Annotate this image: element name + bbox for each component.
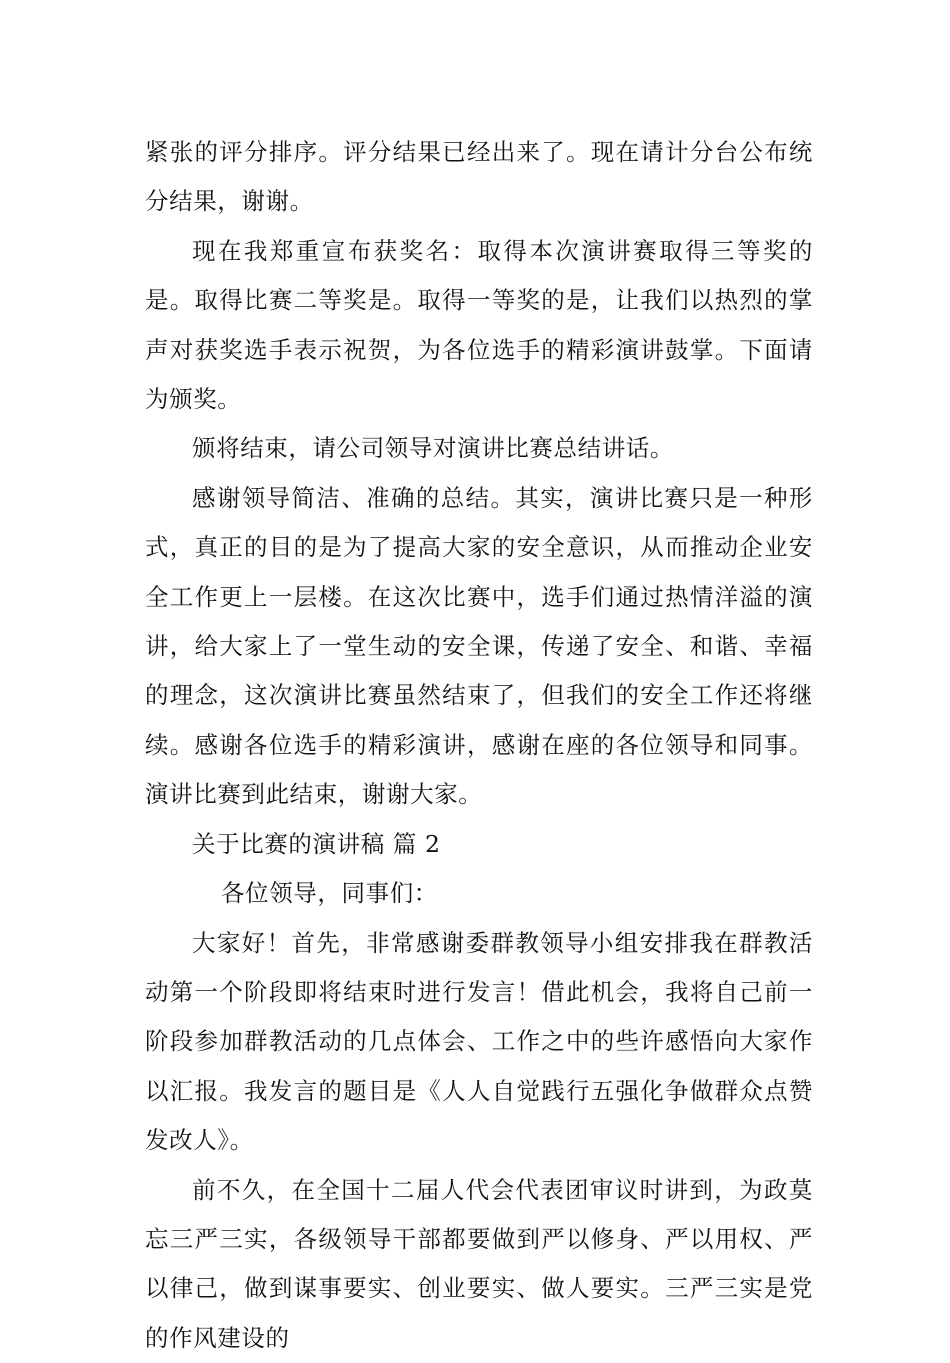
paragraph-continuation: 紧张的评分排序。评分结果已经出来了。现在请计分台公布统分结果，谢谢。 [145, 138, 813, 216]
paragraph-three-stricts: 前不久，在全国十二届人代会代表团审议时讲到，为政莫忘三严三实，各级领导干部都要做到严以修身、严以用权、严以律己，做到谋事要实、创业要实、做人要实。三严三实是党的作风建设的 [145, 1175, 813, 1352]
section-heading: 关于比赛的演讲稿 篇 2 [192, 829, 441, 858]
paragraph-greeting: 大家好！首先，非常感谢委群教领导小组安排我在群教活动第一个阶段即将结束时进行发言！借此机会，我将自己前一阶段参加群教活动的几点体会、工作之中的些许感悟向大家作以汇报。我发言的题目是《人人自觉践行五强化争做群众点赞发改人》。 [145, 928, 813, 1155]
paragraph-closing-request: 颁将结束，请公司领导对演讲比赛总结讲话。 [192, 434, 674, 463]
salutation: 各位领导，同事们： [221, 879, 438, 908]
document-body [145, 128, 813, 1363]
paragraph-award-announcement: 现在我郑重宣布获奖名：取得本次演讲赛取得三等奖的是。取得比赛二等奖是。取得一等奖的是，让我们以热烈的掌声对获奖选手表示祝贺，为各位选手的精彩演讲鼓掌。下面请为颁奖。 [145, 236, 813, 414]
paragraph-summary: 感谢领导简洁、准确的总结。其实，演讲比赛只是一种形式，真正的目的是为了提高大家的安全意识，从而推动企业安全工作更上一层楼。在这次比赛中，选手们通过热情洋溢的演讲，给大家上了一堂生动的安全课，传递了安全、和谐、幸福的理念，这次演讲比赛虽然结束了，但我们的安全工作还将继续。感谢各位选手的精彩演讲，感谢在座的各位领导和同事。演讲比赛到此结束，谢谢大家。 [145, 483, 813, 809]
